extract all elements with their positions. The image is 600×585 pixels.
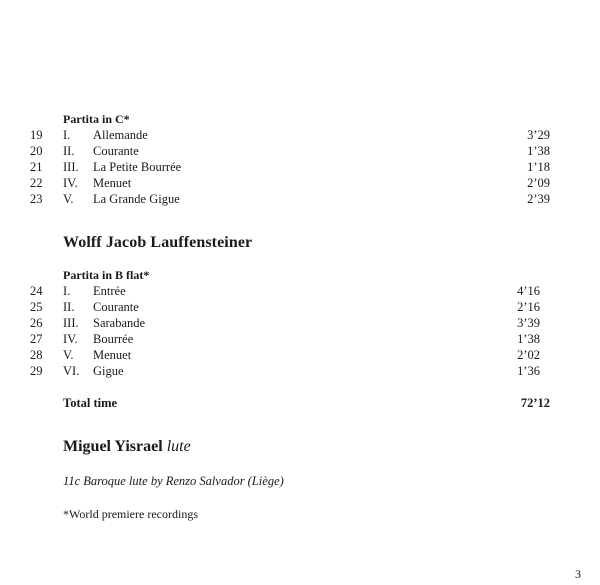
work-title-partita-c: Partita in C*: [63, 112, 130, 126]
performer-role: lute: [166, 438, 191, 455]
movement-title: Allemande: [93, 128, 148, 142]
total-time-label: Total time: [63, 396, 118, 410]
movement-numeral: IV.: [63, 332, 78, 346]
track-row: [30, 176, 550, 191]
movement-numeral: IV.: [63, 176, 78, 190]
movement-numeral: III.: [63, 316, 79, 330]
track-duration: 4’16: [517, 284, 540, 298]
track-duration: 3’29: [527, 128, 550, 142]
track-number: 24: [30, 284, 43, 298]
footnote: *World premiere recordings: [63, 507, 198, 521]
composer-name: Wolff Jacob Lauffensteiner: [63, 234, 253, 251]
track-duration: 2’39: [527, 192, 550, 206]
movement-numeral: I.: [63, 128, 71, 142]
track-row: [30, 332, 540, 347]
track-duration: 2’02: [517, 348, 540, 362]
movement-numeral: III.: [63, 160, 79, 174]
movement-numeral: II.: [63, 144, 75, 158]
track-number: 23: [30, 192, 43, 206]
track-duration: 1’38: [527, 144, 550, 158]
track-number: 28: [30, 348, 43, 362]
movement-title: Courante: [93, 144, 139, 158]
track-duration: 2’16: [517, 300, 540, 314]
track-number: 25: [30, 300, 43, 314]
movement-title: Gigue: [93, 364, 124, 378]
performer-credit: [63, 438, 191, 456]
track-number: 19: [30, 128, 43, 142]
track-duration: 2’09: [527, 176, 550, 190]
movement-title: Bourrée: [93, 332, 134, 346]
track-row: [30, 364, 540, 379]
track-number: 29: [30, 364, 43, 378]
performer-name: Miguel Yisrael: [63, 438, 163, 455]
movement-title: Courante: [93, 300, 139, 314]
instrument-credit: 11c Baroque lute by Renzo Salvador (Liège): [63, 474, 284, 488]
movement-numeral: I.: [63, 284, 71, 298]
track-duration: 3’39: [517, 316, 540, 330]
track-row: [30, 144, 550, 159]
track-row: [30, 316, 540, 331]
track-duration: 1’38: [517, 332, 540, 346]
movement-title: Entrée: [93, 284, 126, 298]
track-duration: 1’18: [527, 160, 550, 174]
track-row: [30, 192, 550, 207]
movement-title: La Grande Gigue: [93, 192, 180, 206]
movement-title: La Petite Bourrée: [93, 160, 182, 174]
movement-numeral: V.: [63, 348, 74, 362]
track-row: [30, 348, 540, 363]
track-row: [30, 300, 540, 315]
movement-numeral: VI.: [63, 364, 80, 378]
total-time-value: 72’12: [520, 396, 550, 410]
track-row: [30, 128, 550, 143]
movement-title: Sarabande: [93, 316, 146, 330]
track-number: 27: [30, 332, 43, 346]
total-time-row: [63, 396, 550, 411]
track-number: 20: [30, 144, 43, 158]
movement-title: Menuet: [93, 176, 132, 190]
track-number: 21: [30, 160, 43, 174]
page-number: 3: [575, 567, 581, 581]
movement-numeral: II.: [63, 300, 75, 314]
work-title-partita-b-flat: Partita in B flat*: [63, 268, 150, 282]
track-duration: 1’36: [517, 364, 540, 378]
track-number: 26: [30, 316, 43, 330]
track-row: [30, 160, 550, 175]
track-row: [30, 284, 540, 299]
movement-numeral: V.: [63, 192, 74, 206]
track-number: 22: [30, 176, 43, 190]
movement-title: Menuet: [93, 348, 132, 362]
